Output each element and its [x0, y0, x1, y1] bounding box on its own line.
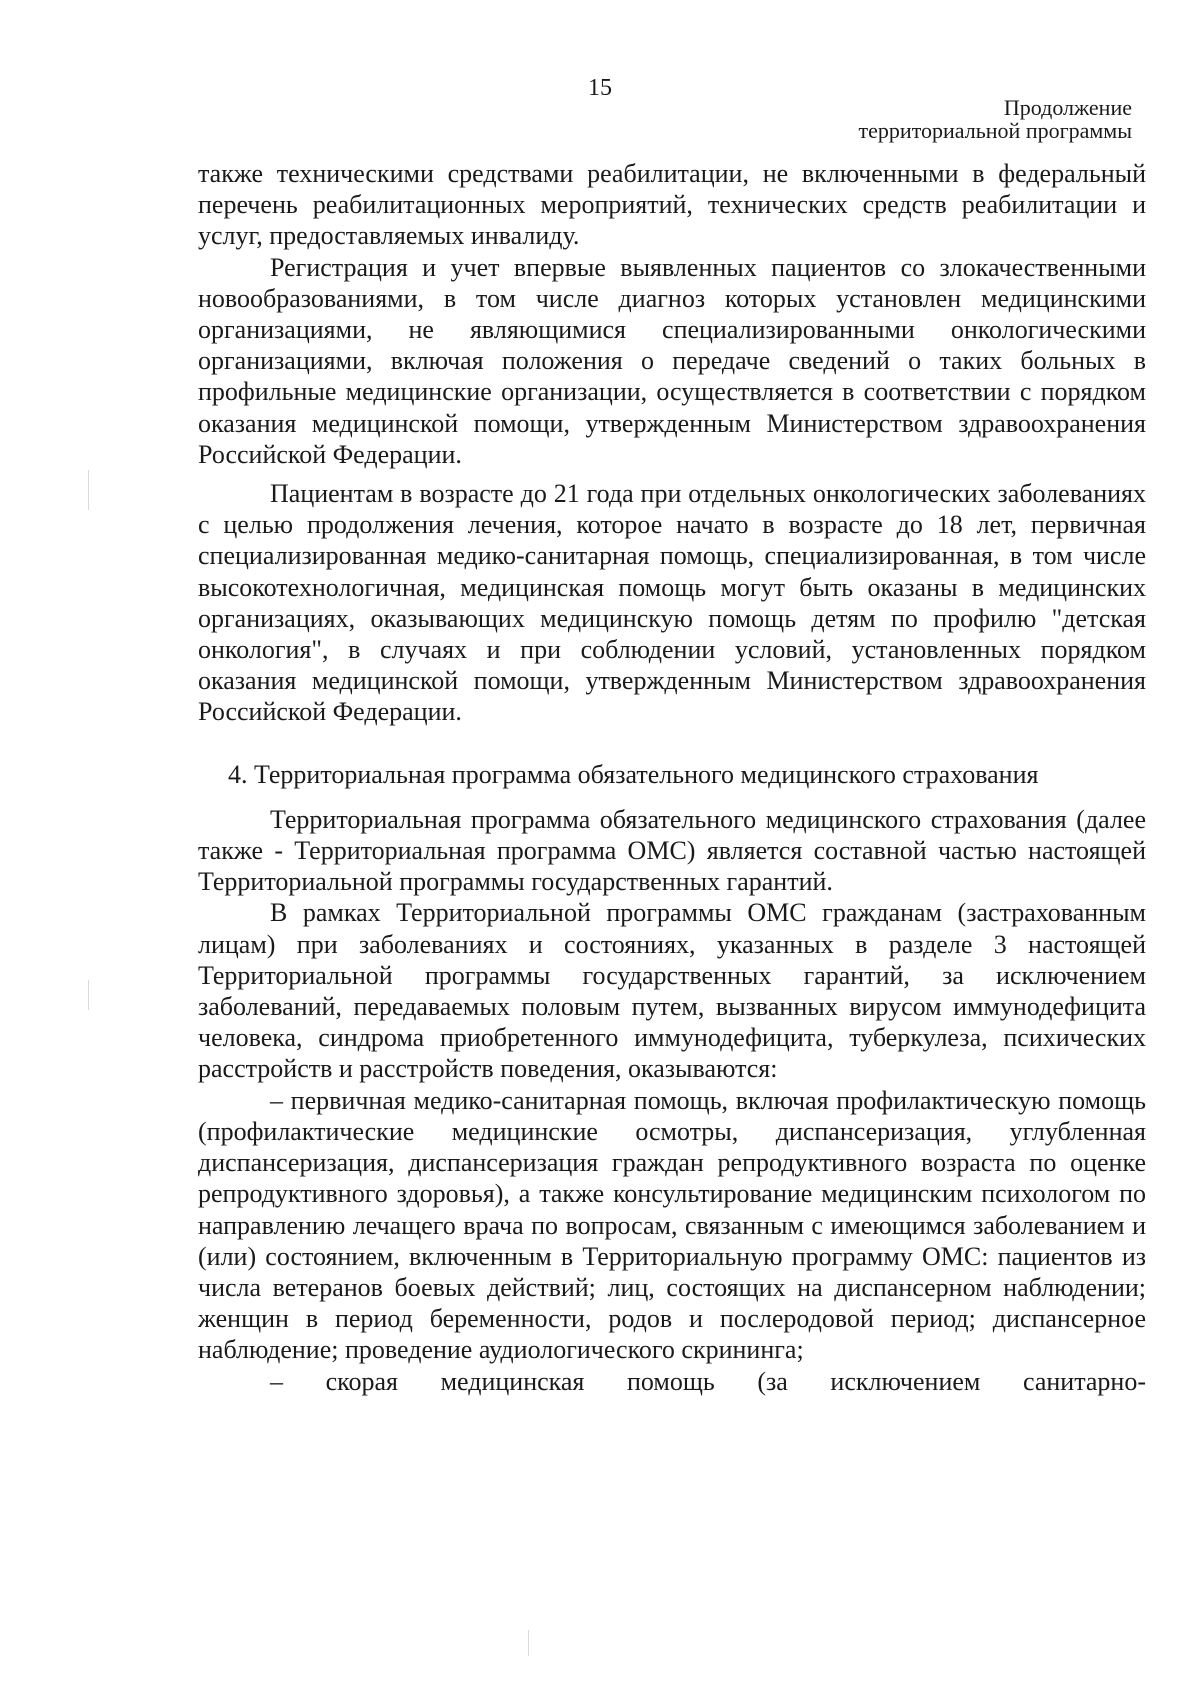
- paragraph-patients-under-21: Пациентам в возрасте до 21 года при отдельных онкологических заболеваниях с целью продолжения лечения, которое начато в возрасте до 18 лет, первичная специализированная медико-санитарная помощь, специализированная, в том числе высокотехнологичная, медицинская помощь могут быть оказаны в медицинских организациях, оказывающих медицинскую помощь детям по профилю "детская онкология", в случаях и при соблюдении условий, установленных порядком оказания медицинской помощи, утвержденным Министерством здравоохранения Российской Федерации.: [198, 479, 1146, 727]
- list-item-primary-care: – первичная медико-санитарная помощь, включая профилактическую помощь (профилактические медицинские осмотры, диспансеризация, углубленная диспансеризация, диспансеризация граждан репродуктивного возраста по оценке репродуктивного здоровья), а также консультирование медицинским психологом по направлению лечащего врача по вопросам, связанным с имеющимся заболеванием и (или) состоянием, включенным в Территориальную программу ОМС: пациентов из числа ветеранов боевых действий; лиц, состоящих на диспансерном наблюдении; женщин в период беременности, родов и послеродовой период; диспансерное наблюдение; проведение аудиологического скрининга;: [198, 1085, 1146, 1365]
- running-head-line-1: Продолжение: [1003, 95, 1132, 120]
- scan-artifact-bottom: [528, 1630, 529, 1656]
- scan-artifact-left: [88, 470, 89, 510]
- paragraph-continuation: также техническими средствами реабилитации, не включенными в федеральный перечень реабилитационных мероприятий, технических средств реабилитации и услуг, предоставляемых инвалиду.: [198, 159, 1146, 251]
- paragraph-program-definition: Территориальная программа обязательного медицинского страхования (далее также - Территориальная программа ОМС) является составной частью настоящей Территориальной программы государственных гарантий.: [198, 804, 1146, 897]
- running-head-line-2: территориальной программы: [858, 118, 1132, 143]
- section-heading: 4. Территориальная программа обязательного медицинского страхования: [228, 759, 1039, 789]
- paragraph-registration: Регистрация и учет впервые выявленных пациентов со злокачественными новообразованиями, в том числе диагноз которых установлен медицинскими организациями, не являющимися специализированными онкологическими организациями, включая положения о передаче сведений о таких больных в профильные медицинские организации, осуществляется в соответствии с порядком оказания медицинской помощи, утвержденным Министерством здравоохранения Российской Федерации.: [198, 252, 1146, 469]
- document-body: [198, 158, 1146, 1397]
- paragraph-program-scope: В рамках Территориальной программы ОМС гражданам (застрахованным лицам) при заболеваниях и состояниях, указанных в разделе 3 настоящей Территориальной программы государственных гарантий, за исключением заболеваний, передаваемых половым путем, вызванных вирусом иммунодефицита человека, синдрома приобретенного иммунодефицита, туберкулеза, психических расстройств и расстройств поведения, оказываются:: [198, 898, 1146, 1084]
- list-item-emergency-care: – скорая медицинская помощь (за исключением санитарно-: [270, 1366, 1146, 1396]
- running-head: [859, 96, 1132, 142]
- page-number: 15: [588, 75, 612, 101]
- scan-artifact-left-lower: [88, 980, 89, 1010]
